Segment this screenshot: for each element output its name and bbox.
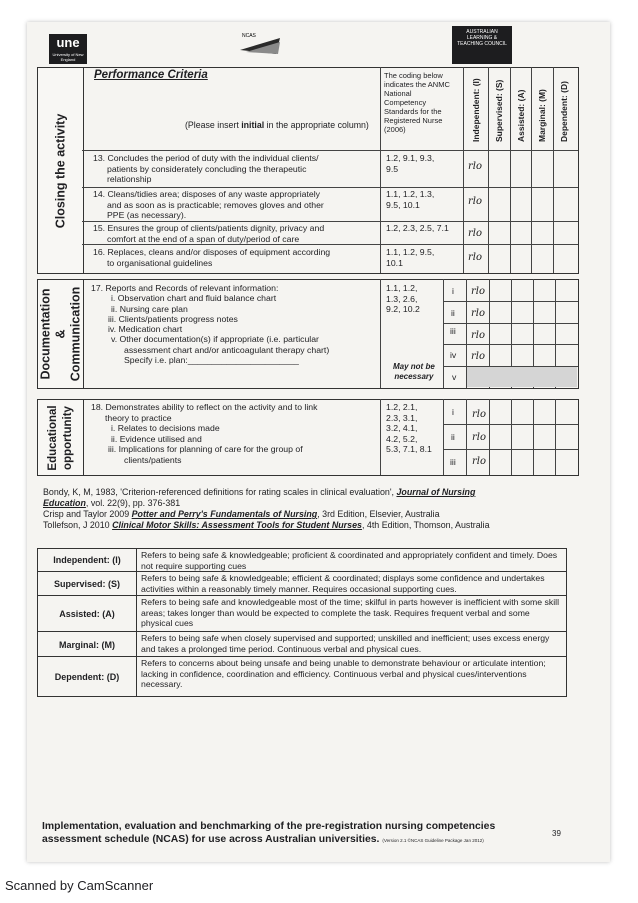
initial-17-iii[interactable]: rlo — [471, 330, 485, 341]
key-term: Supervised: (S) — [38, 572, 137, 596]
col-supervised: Supervised: (S) — [494, 79, 504, 142]
criterion-17: 17. Reports and Records of relevant information: i. Observation chart and fluid balance chart ii. Nursing care plan iii. Clients/patients progress notes iv. Medication chart v. Other documentation(s) if appropriate (i.e. particular assessment chart and/or anticoagulant therapy chart) Specify i.e. plan:_______________________ — [91, 283, 330, 366]
codes-16: 1.1, 1.2, 9.5, 10.1 — [386, 247, 435, 268]
key-definition: Refers to being safe when closely supervised and supported; unskilled and inefficient; uses excess energy and takes a prolonged time period. Continuous verbal and physical cues. — [141, 633, 550, 654]
key-term: Dependent: (D) — [38, 657, 137, 697]
reference-line: Tollefson, J 2010 Clinical Motor Skills: Assessment Tools for Student Nurses, 4th Edition, Thomson, Australia — [43, 520, 490, 530]
col-marginal: Marginal: (M) — [537, 89, 547, 142]
ncas-logo — [236, 28, 284, 58]
page-footer: Implementation, evaluation and benchmarking of the pre-registration nursing competencies assessment schedule (NCAS) for use across Australian universities. (Version 2.1 ©NCAS Guideline Package Jan 2012) — [42, 821, 496, 845]
initial-13[interactable]: rlo — [468, 161, 482, 172]
key-row — [38, 571, 566, 596]
criteria-title: Performance Criteria — [94, 69, 208, 81]
key-definition: Refers to being safe & knowledgeable; proficient & coordinated and appropriately confident and timely. Does not require supporting cues — [141, 550, 558, 571]
key-term: Marginal: (M) — [38, 632, 137, 657]
key-definition: Refers to concerns about being unsafe and being unable to demonstrate behaviour or articulate intention; lacking in confidence, coordination and efficiency. Continuous verbal and physical cues/interventions necessary. — [141, 658, 546, 690]
subrow-iv: iv — [450, 350, 457, 360]
subrow-18-i: i — [452, 407, 454, 417]
reference-line: Crisp and Taylor 2009 Potter and Perry's Fundamentals of Nursing, 3rd Edition, Elsevier, Australia — [43, 509, 440, 519]
svg-text:NCAS: NCAS — [242, 33, 256, 39]
section-label-documentation: Documentation & Communication — [38, 280, 84, 388]
criterion-18: 18. Demonstrates ability to reflect on the activity and to link theory to practice i. Relates to decisions made ii. Evidence utilised and iii. Implications for planning of care for the group of clients/patients — [91, 402, 318, 465]
initial-instruction: (Please insert initial in the appropriate column) — [185, 120, 369, 130]
initial-17-i[interactable]: rlo — [471, 286, 485, 297]
page-number: 39 — [552, 829, 561, 838]
initial-18-i[interactable]: rlo — [472, 409, 486, 420]
une-logo: une University of New England — [49, 34, 87, 64]
subrow-18-ii: ii — [451, 432, 455, 442]
col-assisted: Assisted: (A) — [516, 89, 526, 142]
initial-16[interactable]: rlo — [468, 252, 482, 263]
codes-17: 1.1, 1.2, 1.3, 2.6, 9.2, 10.2 — [386, 283, 420, 314]
subrow-18-iii: iii — [450, 457, 456, 467]
key-term: Independent: (I) — [38, 549, 137, 571]
key-row — [38, 549, 566, 571]
key-term: Assisted: (A) — [38, 596, 137, 632]
criterion-13: 13. Concludes the period of duty with the individual clients/ patients by considerately concluding the therapeutic relationship — [93, 153, 319, 184]
codes-18: 1.2, 2.1, 2.3, 3.1, 3.2, 4.1, 4.2, 5.2, 5.3, 7.1, 8.1 — [386, 402, 432, 454]
footer-version: (Version 2.1 ©NCAS Guideline Package Jan 2012) — [382, 838, 484, 843]
altc-logo: AUSTRALIAN LEARNING & TEACHING COUNCIL — [452, 26, 512, 64]
codes-15: 1.2, 2.3, 2.5, 7.1 — [386, 223, 449, 233]
key-row — [38, 631, 566, 657]
subrow-ii: ii — [451, 308, 455, 318]
initial-18-ii[interactable]: rlo — [472, 432, 486, 443]
col-independent: Independent: (I) — [471, 78, 481, 142]
may-not-be-necessary-note: May not be necessary — [393, 362, 435, 381]
subrow-i: i — [452, 286, 454, 296]
key-definition: Refers to being safe & knowledgeable; efficient & coordinated; displays some confidence and undertakes activities within a reasonably timely manner. Requires occasional supporting cues. — [141, 573, 545, 594]
initial-18-iii[interactable]: rlo — [472, 456, 486, 467]
scanner-watermark: Scanned by CamScanner — [5, 878, 154, 893]
initial-17-ii[interactable]: rlo — [471, 308, 485, 319]
anmc-coding-note: The coding below indicates the ANMC National Competency Standards for the Registered Nurse (2006) — [384, 71, 450, 134]
initial-15[interactable]: rlo — [468, 228, 482, 239]
section-label-closing: Closing the activity — [38, 68, 84, 273]
codes-14: 1.1, 1.2, 1.3, 9.5, 10.1 — [386, 189, 435, 210]
reference-line: Education, vol. 22(9), pp. 376-381 — [43, 498, 181, 508]
initial-14[interactable]: rlo — [468, 196, 482, 207]
subrow-iii: iii — [450, 326, 456, 336]
key-row — [38, 595, 566, 632]
section-label-educational: Educational opportunity — [38, 400, 84, 475]
rating-key-table — [37, 548, 567, 697]
criterion-14: 14. Cleans/tidies area; disposes of any waste appropriately and as soon as is practicable; removes gloves and other PPE (as necessary). — [93, 189, 324, 220]
criterion-15: 15. Ensures the group of clients/patients dignity, privacy and comfort at the end of a span of duty/period of care — [93, 223, 325, 244]
col-dependent: Dependent: (D) — [559, 81, 569, 142]
initial-17-iv[interactable]: rlo — [471, 351, 485, 362]
subrow-v: v — [452, 372, 457, 382]
codes-13: 1.2, 9.1, 9.3, 9.5 — [386, 153, 435, 174]
key-row — [38, 656, 566, 697]
reference-line: Bondy, K, M, 1983, 'Criterion-referenced definitions for rating scales in clinical evaluation', Journal of Nursing — [43, 487, 476, 497]
key-definition: Refers to being safe and knowledgeable most of the time; skilful in parts however is inefficient with some skill areas; takes longer than would be expected to complete the task. Requires frequent verbal and some physical cues — [141, 597, 560, 629]
criterion-16: 16. Replaces, cleans and/or disposes of equipment according to organisational guidelines — [93, 247, 331, 268]
